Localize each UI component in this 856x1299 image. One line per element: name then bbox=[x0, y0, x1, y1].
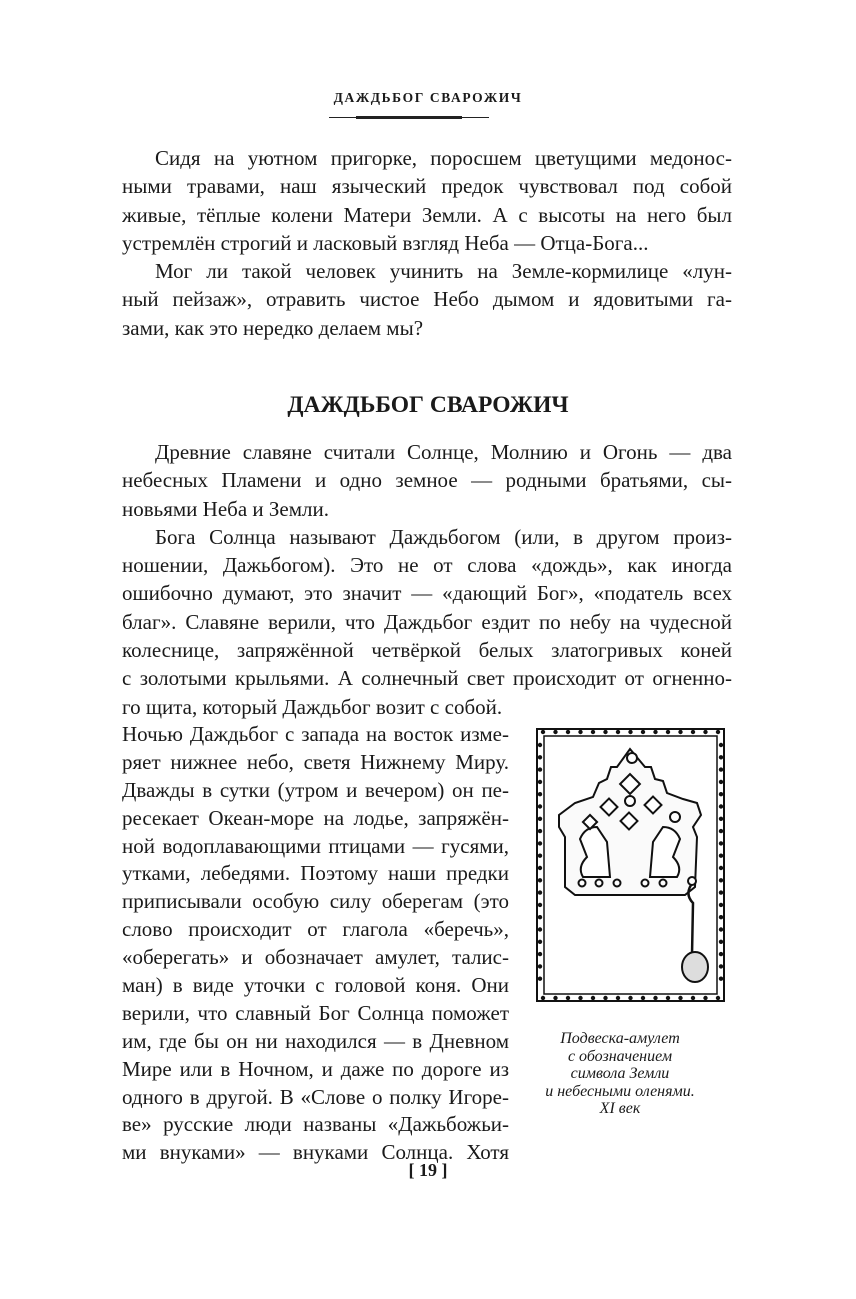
text-line: небесных Пламени и одно земное — родными братьями, сы- bbox=[122, 468, 732, 493]
text-line: устремлён строгий и ласковый взгляд Неба — Отца-Бога... bbox=[122, 230, 649, 255]
body-paragraphs bbox=[122, 438, 732, 721]
caption-line: Подвеска-амулет bbox=[560, 1030, 680, 1047]
text-line: верили, что славный Бог Солнца поможет bbox=[122, 1000, 509, 1025]
text-line: приписывали особую силу оберегам (это bbox=[122, 889, 509, 914]
intro-paragraphs bbox=[122, 144, 732, 342]
text-line: «оберегать» и обозначает амулет, талис- bbox=[122, 945, 509, 970]
caption-line: XI век bbox=[599, 1100, 641, 1117]
section-heading: ДАЖДЬБОГ СВАРОЖИЧ bbox=[287, 392, 569, 418]
text-line: Бога Солнца называют Даждьбогом (или, в другом произ- bbox=[155, 524, 732, 549]
text-line: Мог ли такой человек учинить на Земле-кормилице «лун- bbox=[155, 259, 732, 284]
text-line: ной водоплавающими птицами — гусями, bbox=[122, 833, 509, 858]
amulet-pendant-icon bbox=[535, 727, 726, 1003]
text-line: Мире или в Ночном, и даже по дороге из bbox=[122, 1056, 509, 1081]
text-line: ношении, Дажьбогом). Это не от слова «дождь», как иногда bbox=[122, 553, 732, 578]
text-line: колеснице, запряжённой четвёркой белых златогривых коней bbox=[122, 638, 732, 663]
text-line: утками, лебедями. Поэтому наши предки bbox=[122, 861, 509, 886]
text-line: ве» русские люди названы «Дажьбожьи- bbox=[122, 1112, 509, 1137]
caption-line: и небесными оленями. bbox=[545, 1082, 695, 1100]
caption-line: с обозначением bbox=[567, 1047, 673, 1065]
text-line: ряет нижнее небо, светя Нижнему Миру. bbox=[122, 749, 509, 774]
text-line: Древние славяне считали Солнце, Молнию и Огонь — два bbox=[155, 440, 732, 464]
text-line: с золотыми крыльями. А солнечный свет происходит от огненно- bbox=[122, 666, 732, 691]
text-line: Сидя на уютном пригорке, поросшем цветущими медонос- bbox=[155, 146, 732, 170]
text-line: слово происходит от глагола «беречь», bbox=[122, 917, 509, 942]
header-rule-accent bbox=[356, 116, 462, 119]
text-line: ными травами, наш языческий предок чувствовал под собой bbox=[122, 174, 732, 199]
text-line: им, где бы он ни находился — в Дневном bbox=[122, 1028, 509, 1053]
text-line: ман) в виде уточки с головой коня. Они bbox=[122, 973, 509, 998]
text-line: ми внуками» — внуками Солнца. Хотя bbox=[122, 1140, 509, 1165]
text-line: ошибочно думают, это значит — «дающий Бог», «податель всех bbox=[122, 581, 732, 606]
figure-caption bbox=[520, 1030, 720, 1118]
caption-line: символа Земли bbox=[570, 1065, 670, 1082]
text-line: го щита, который Даждьбог возит с собой. bbox=[122, 694, 503, 719]
text-line: одного в другой. В «Слове о полку Игоре- bbox=[122, 1084, 509, 1109]
text-line: благ». Славяне верили, что Даждьбог ездит по небу на чудесной bbox=[122, 609, 732, 634]
running-head: ДАЖДЬБОГ СВАРОЖИЧ bbox=[333, 90, 523, 105]
text-line: живые, тёплые колени Матери Земли. А с высоты на него был bbox=[122, 202, 732, 227]
text-line: ресекает Океан-море на лодье, запряжён- bbox=[122, 805, 509, 830]
text-line: ный пейзаж», отравить чистое Небо дымом и ядовитыми га- bbox=[122, 287, 732, 312]
text-line: Ночью Даждьбог с запада на восток изме- bbox=[122, 722, 509, 746]
text-line: зами, как это нередко делаем мы? bbox=[122, 315, 424, 340]
amulet-illustration bbox=[535, 727, 726, 1003]
text-line: новьями Неба и Земли. bbox=[122, 496, 329, 521]
body-paragraphs-narrow bbox=[122, 721, 509, 1167]
text-line: Дважды в сутки (утром и вечером) он пе- bbox=[122, 777, 509, 802]
page-number: [ 19 ] bbox=[408, 1160, 448, 1180]
